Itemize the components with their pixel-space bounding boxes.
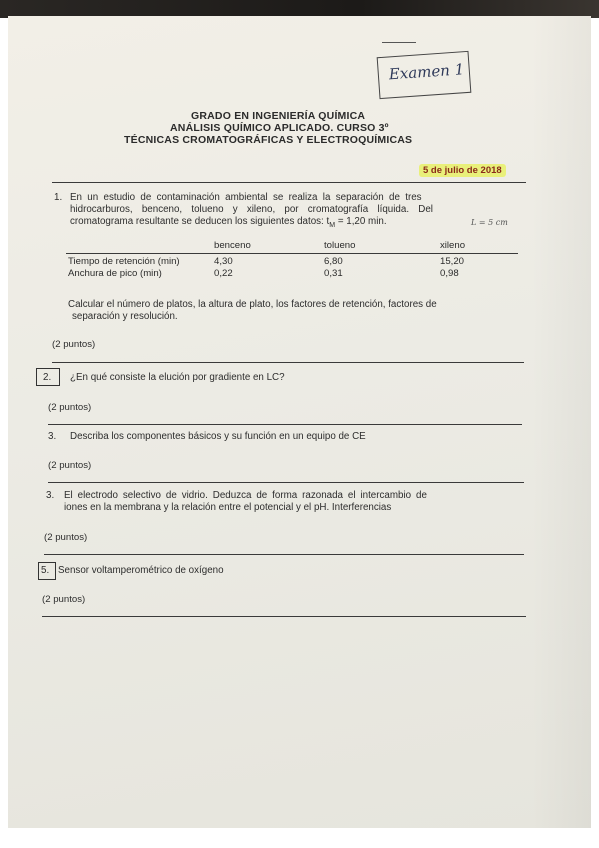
q2-points: (2 puntos)	[48, 402, 92, 413]
divider	[48, 482, 524, 483]
q1-task-line1: Calcular el número de platos, la altura de plato, los factores de retención, factores de	[68, 299, 437, 310]
q1-text-line2: hidrocarburos, benceno, tolueno y xileno, por cromatografía líquida. Del	[70, 204, 433, 215]
divider	[52, 182, 526, 183]
table-cell: 0,98	[440, 268, 459, 279]
col-tolueno: tolueno	[324, 240, 356, 251]
handwritten-column-length: L = 5 cm	[471, 218, 508, 227]
course-title: ANÁLISIS QUÍMICO APLICADO. CURSO 3º	[170, 122, 389, 134]
exam-sheet	[8, 16, 591, 828]
q1-task-line2: separación y resolución.	[72, 311, 178, 322]
q2-text: ¿En qué consiste la elución por gradiente en LC?	[70, 372, 285, 383]
table-cell: 6,80	[324, 256, 343, 267]
pen-mark	[382, 42, 416, 43]
q3-text: Describa los componentes básicos y su función en un equipo de CE	[70, 431, 366, 442]
table-cell: 4,30	[214, 256, 233, 267]
row-width-label: Anchura de pico (min)	[68, 268, 162, 279]
tm-subscript: M	[329, 221, 336, 229]
q1-number: 1.	[54, 192, 63, 203]
divider	[52, 362, 524, 363]
q3-points: (2 puntos)	[48, 460, 92, 471]
q3-number: 3.	[48, 431, 57, 442]
tm-value: = 1,20 min.	[337, 216, 387, 227]
q1-points: (2 puntos)	[52, 339, 96, 350]
q1-text-line3: cromatograma resultante se deducen los siguientes datos: $t_M = 1,20$ min.	[70, 216, 387, 229]
q4-points: (2 puntos)	[44, 532, 88, 543]
exam-label-box	[377, 51, 472, 99]
row-retention-label: Tiempo de retención (min)	[68, 256, 180, 267]
q5-text: Sensor voltamperométrico de oxígeno	[58, 565, 224, 576]
q1-text-line1: En un estudio de contaminación ambiental se realiza la separación de tres	[70, 192, 422, 203]
divider	[44, 554, 524, 555]
exam-date: 5 de julio de 2018	[419, 164, 506, 177]
q5-points: (2 puntos)	[42, 594, 86, 605]
q5-number: 5.	[41, 565, 50, 576]
table-rule	[66, 253, 518, 254]
q2-number: 2.	[43, 372, 52, 383]
exam-label: Examen 1	[388, 60, 465, 84]
q4-text-line2: iones en la membrana y la relación entre el potencial y el pH. Interferencias	[64, 502, 392, 513]
subject-title: TÉCNICAS CROMATOGRÁFICAS Y ELECTROQUÍMICAS	[124, 134, 413, 146]
col-benceno: benceno	[214, 240, 251, 251]
divider	[42, 616, 526, 617]
q4-number: 3.	[46, 490, 55, 501]
table-cell: 15,20	[440, 256, 465, 267]
col-xileno: xileno	[440, 240, 466, 251]
table-cell: 0,22	[214, 268, 233, 279]
degree-title: GRADO EN INGENIERÍA QUÍMICA	[191, 110, 366, 122]
divider	[48, 424, 522, 425]
table-cell: 0,31	[324, 268, 343, 279]
q4-text-line1: El electrodo selectivo de vidrio. Deduzca de forma razonada el intercambio de	[64, 490, 427, 501]
